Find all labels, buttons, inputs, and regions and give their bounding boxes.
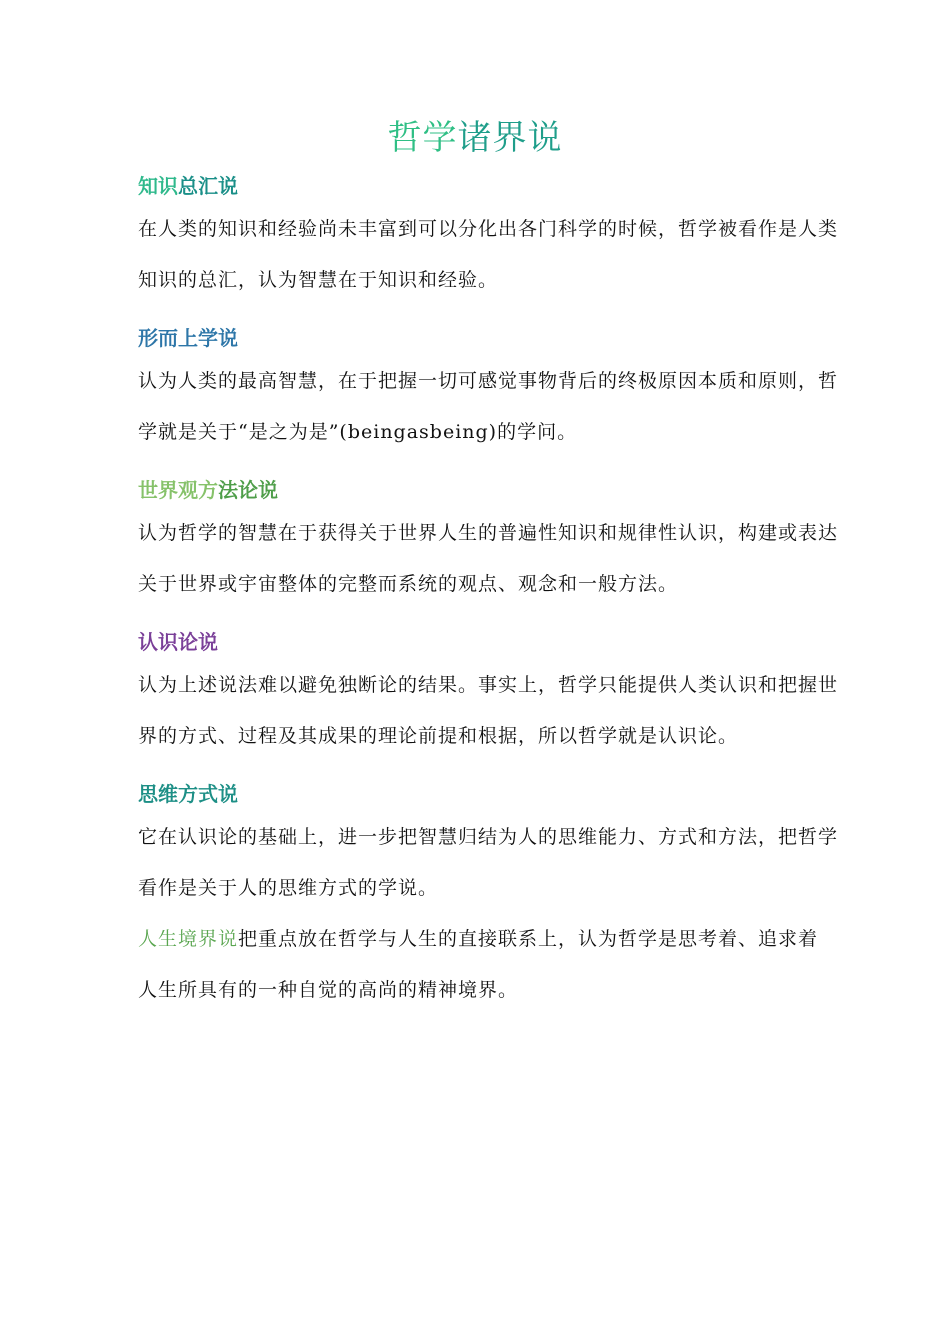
- section-thinking-mode: [138, 776, 838, 914]
- heading-part: 世界观方: [138, 478, 218, 502]
- section-paragraph: 认为哲学的智慧在于获得关于世界人生的普遍性知识和规律性认识，构建或表达关于世界或宇宙整体的完整而系统的观点、观念和一般方法。: [138, 522, 839, 595]
- section-gap: [138, 762, 838, 776]
- section-knowledge-summary: [138, 168, 838, 306]
- heading-part: 思维方式说: [138, 782, 238, 806]
- title-part-1: 哲学: [387, 118, 458, 158]
- section-heading: [138, 320, 838, 356]
- heading-part: 法论说: [218, 478, 278, 502]
- section-worldview-methodology: [138, 472, 838, 610]
- section-gap: [138, 610, 838, 624]
- heading-part: 总汇说: [178, 174, 238, 198]
- section-epistemology: [138, 624, 838, 762]
- section-paragraph: 它在认识论的基础上，进一步把智慧归结为人的思维能力、方式和方法，把哲学看作是关于人的思维方式的学说。: [138, 826, 839, 899]
- inline-paragraph: 把重点放在哲学与人生的直接联系上，认为哲学是思考着、追求着人生所具有的一种自觉的高尚的精神境界。: [138, 928, 819, 1001]
- section-paragraph: 认为上述说法难以避免独断论的结果。事实上，哲学只能提供人类认识和把握世界的方式、过程及其成果的理论前提和根据，所以哲学就是认识论。: [138, 674, 839, 747]
- section-paragraph: 认为人类的最高智慧，在于把握一切可感觉事物背后的终极原因本质和原则，哲学就是关于“是之为是”(beingasbeing)的学问。: [138, 370, 839, 443]
- inline-heading: 人生境界说: [138, 928, 239, 950]
- section-paragraph: 在人类的知识和经验尚未丰富到可以分化出各门科学的时候，哲学被看作是人类知识的总汇，认为智慧在于知识和经验。: [138, 218, 839, 291]
- section-gap: [138, 458, 838, 472]
- heading-part: 认识论说: [138, 630, 218, 654]
- section-heading: [138, 624, 838, 660]
- section-metaphysics: [138, 320, 838, 458]
- heading-part: 知识: [138, 174, 178, 198]
- document-body: [138, 168, 838, 1016]
- title-part-2: 诸界说: [457, 118, 563, 158]
- section-heading: [138, 472, 838, 508]
- page-title: [0, 112, 950, 164]
- section-gap: [138, 306, 838, 320]
- section-heading: [138, 168, 838, 204]
- section-life-realm: [138, 914, 838, 1016]
- heading-part: 形而上学说: [138, 326, 238, 350]
- section-heading: [138, 776, 838, 812]
